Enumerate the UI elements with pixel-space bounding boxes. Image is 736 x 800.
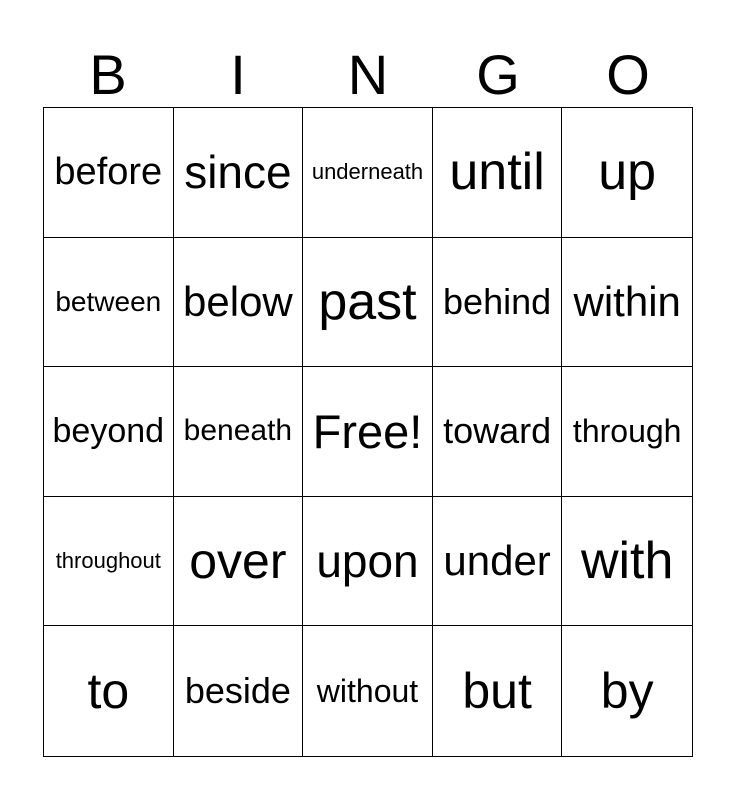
- bingo-board: [43, 107, 693, 757]
- header-letter-o: O: [606, 43, 650, 106]
- bingo-cell-r1-c5[interactable]: up: [562, 108, 692, 238]
- bingo-cell-r5-c5[interactable]: by: [600, 663, 654, 720]
- header-letter-n: N: [347, 43, 389, 106]
- header-letter-b: B: [89, 43, 127, 106]
- bingo-cell-r4-c4[interactable]: under: [433, 497, 563, 627]
- bingo-cell-r4-c1[interactable]: throughout: [44, 497, 174, 627]
- bingo-cell-r4-c5[interactable]: with: [562, 497, 692, 627]
- bingo-cell-r5-c2[interactable]: beside: [174, 626, 304, 756]
- bingo-cell-r1-c1[interactable]: before: [44, 108, 174, 238]
- bingo-cell-r3-c4[interactable]: toward: [433, 367, 563, 497]
- bingo-cell-r3-c3 free-space[interactable]: Free!: [303, 367, 433, 497]
- header-letter-i: I: [230, 43, 246, 106]
- bingo-cell-r3-c1[interactable]: beyond: [44, 367, 174, 497]
- bingo-cell-r5-c1[interactable]: to: [44, 626, 174, 756]
- bingo-cell-r2-c5[interactable]: within: [562, 238, 692, 368]
- bingo-cell-r4-c2[interactable]: over: [174, 497, 304, 627]
- bingo-cell-r5-c4[interactable]: but: [433, 626, 563, 756]
- header-letter-g: G: [476, 43, 520, 106]
- bingo-cell-r1-c2[interactable]: since: [174, 108, 304, 238]
- bingo-cell-r2-c4[interactable]: behind: [433, 238, 563, 368]
- bingo-cell-r2-c1[interactable]: between: [44, 238, 174, 368]
- bingo-cell-r5-c3[interactable]: without: [303, 626, 433, 756]
- bingo-cell-r3-c5[interactable]: through: [562, 367, 692, 497]
- bingo-cell-r4-c3[interactable]: upon: [303, 497, 433, 627]
- bingo-header: [43, 40, 693, 108]
- bingo-cell-r3-c2[interactable]: beneath: [174, 367, 304, 497]
- bingo-cell-r2-c2[interactable]: below: [174, 238, 304, 368]
- bingo-cell-r1-c3[interactable]: underneath: [303, 108, 433, 238]
- bingo-cell-r2-c3[interactable]: past: [303, 238, 433, 368]
- bingo-cell-r1-c4[interactable]: until: [433, 108, 563, 238]
